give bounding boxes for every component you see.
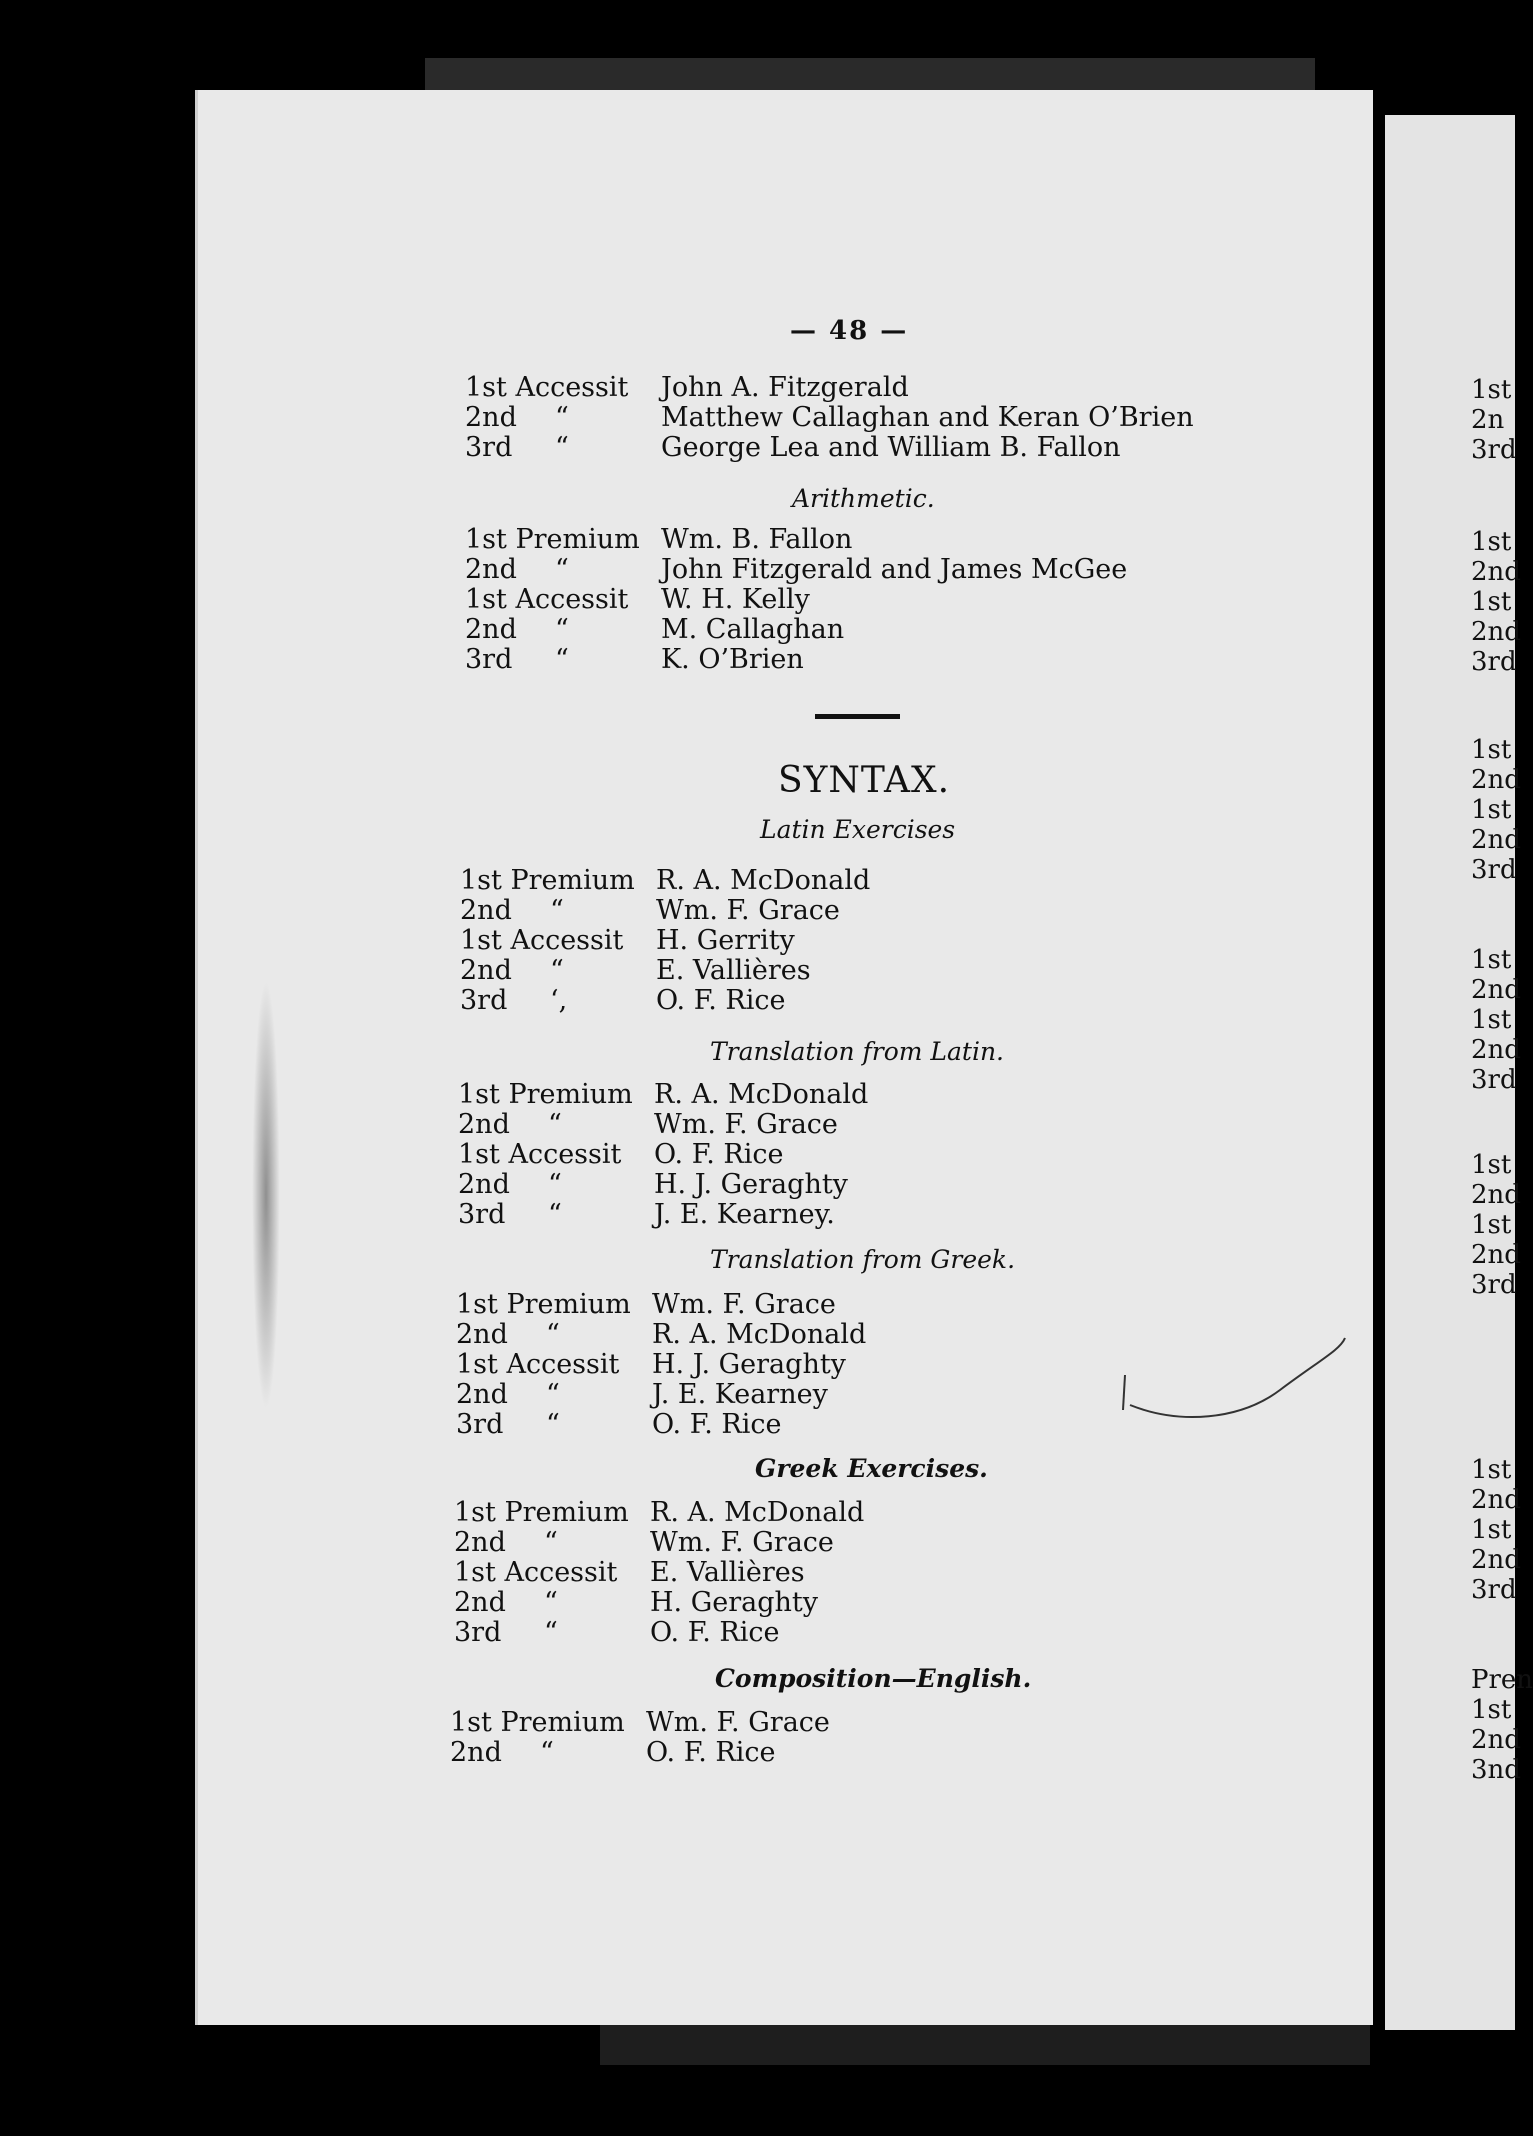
winner-name: E. Vallières (650, 1557, 805, 1588)
place-label: 2nd (454, 1587, 506, 1618)
winner-name: M. Callaghan (661, 614, 845, 645)
place-label: 3rd (460, 985, 508, 1016)
place-label: 2nd (465, 554, 517, 585)
place-label: 1st Accessit (454, 1557, 618, 1588)
ditto-mark: “ (555, 644, 569, 675)
facing-page-fragment: 3rd (1471, 1575, 1517, 1605)
facing-page-fragment: 3rd (1471, 1065, 1517, 1095)
winner-name: John A. Fitzgerald (661, 372, 909, 403)
section-heading: Composition—English. (715, 1664, 1032, 1693)
facing-page-fragment: 2nd (1471, 825, 1521, 855)
section-heading: Translation from Greek. (710, 1245, 1016, 1274)
place-label: 2nd (450, 1737, 502, 1768)
ditto-mark: “ (548, 1109, 562, 1140)
facing-page-fragment: 1st (1471, 527, 1512, 557)
facing-page-fragment: 1st (1471, 1515, 1512, 1545)
winner-name: Wm. F. Grace (646, 1707, 830, 1738)
winner-name: Wm. F. Grace (654, 1109, 838, 1140)
facing-page-fragment: 2nd (1471, 1545, 1521, 1575)
winner-name: George Lea and William B. Fallon (661, 432, 1121, 463)
ink-smudge (252, 980, 280, 1410)
winner-name: R. A. McDonald (654, 1079, 869, 1110)
page-edge-shadow (600, 2025, 1370, 2065)
facing-page-fragment: 1st (1471, 587, 1512, 617)
ditto-mark: “ (548, 1199, 562, 1230)
winner-name: H. Gerrity (656, 925, 795, 956)
winner-name: Wm. F. Grace (656, 895, 840, 926)
ditto-mark: “ (546, 1379, 560, 1410)
place-label: 2nd (460, 955, 512, 986)
place-label: 1st Accessit (465, 584, 629, 615)
ditto-mark: “ (555, 554, 569, 585)
place-label: 2nd (458, 1109, 510, 1140)
facing-page-fragment: 2nd (1471, 1485, 1521, 1515)
facing-page-fragment: 1st (1471, 1005, 1512, 1035)
ditto-mark: “ (544, 1587, 558, 1618)
winner-name: O. F. Rice (646, 1737, 776, 1768)
place-label: 2nd (460, 895, 512, 926)
ditto-mark: “ (555, 432, 569, 463)
facing-page-fragment: 3nd (1471, 1755, 1521, 1785)
section-title: SYNTAX. (778, 760, 951, 801)
ditto-mark: “ (546, 1319, 560, 1350)
place-label: 1st Premium (456, 1289, 631, 1320)
place-label: 2nd (454, 1527, 506, 1558)
winner-name: E. Vallières (656, 955, 811, 986)
winner-name: Matthew Callaghan and Keran O’Brien (661, 402, 1194, 433)
place-label: 1st Accessit (465, 372, 629, 403)
facing-page-fragment: 3rd (1471, 855, 1517, 885)
place-label: 1st Premium (465, 524, 640, 555)
ditto-mark: “ (546, 1409, 560, 1440)
facing-page-fragment: 2nd (1471, 1035, 1521, 1065)
winner-name: R. A. McDonald (652, 1319, 867, 1350)
winner-name: W. H. Kelly (661, 584, 810, 615)
winner-name: K. O’Brien (661, 644, 804, 675)
winner-name: R. A. McDonald (656, 865, 871, 896)
winner-name: Wm. B. Fallon (661, 524, 853, 555)
facing-page-fragment: 1st (1471, 1695, 1512, 1725)
winner-name: H. J. Geraghty (654, 1169, 848, 1200)
place-label: 1st Accessit (458, 1139, 622, 1170)
facing-page-fragment: 2nd (1471, 765, 1521, 795)
winner-name: Wm. F. Grace (650, 1527, 834, 1558)
place-label: 3rd (456, 1409, 504, 1440)
place-label: 2nd (458, 1169, 510, 1200)
facing-page-fragment: 2nd (1471, 975, 1521, 1005)
section-heading: Latin Exercises (760, 815, 956, 844)
facing-page-fragment: 2nd (1471, 1725, 1521, 1755)
facing-page-fragment: 1st (1471, 1150, 1512, 1180)
winner-name: H. J. Geraghty (652, 1349, 846, 1380)
page-edge-shadow (425, 58, 1315, 94)
winner-name: O. F. Rice (650, 1617, 780, 1648)
winner-name: Wm. F. Grace (652, 1289, 836, 1320)
section-divider (815, 714, 900, 719)
facing-page-fragment: 1st (1471, 945, 1512, 975)
place-label: 3rd (454, 1617, 502, 1648)
facing-page-fragment: Pren (1471, 1665, 1533, 1695)
facing-page-fragment: 2nd (1471, 1240, 1521, 1270)
section-heading: Arithmetic. (792, 484, 935, 513)
ditto-mark: “ (555, 402, 569, 433)
place-label: 2nd (456, 1379, 508, 1410)
place-label: 1st Premium (454, 1497, 629, 1528)
winner-name: J. E. Kearney (652, 1379, 828, 1410)
place-label: 2nd (456, 1319, 508, 1350)
section-heading: Greek Exercises. (755, 1454, 988, 1483)
facing-page-fragment: 2nd (1471, 1180, 1521, 1210)
winner-name: J. E. Kearney. (654, 1199, 835, 1230)
ditto-mark: “ (544, 1617, 558, 1648)
section-heading: Translation from Latin. (710, 1037, 1005, 1066)
facing-page-fragment: 2n (1471, 405, 1505, 435)
place-label: 2nd (465, 402, 517, 433)
pencil-stroke-mark (1120, 1330, 1360, 1440)
place-label: 1st Premium (458, 1079, 633, 1110)
winner-name: R. A. McDonald (650, 1497, 865, 1528)
place-label: 1st Accessit (460, 925, 624, 956)
place-label: 3rd (465, 644, 513, 675)
place-label: 1st Premium (460, 865, 635, 896)
ditto-mark: “ (548, 1169, 562, 1200)
place-label: 1st Accessit (456, 1349, 620, 1380)
facing-page-fragment: 1st (1471, 375, 1512, 405)
place-label: 1st Premium (450, 1707, 625, 1738)
ditto-mark: ‘, (550, 985, 568, 1016)
ditto-mark: “ (555, 614, 569, 645)
facing-page-fragment: 1st (1471, 1455, 1512, 1485)
ditto-mark: “ (544, 1527, 558, 1558)
winner-name: O. F. Rice (654, 1139, 784, 1170)
ditto-mark: “ (540, 1737, 554, 1768)
place-label: 3rd (458, 1199, 506, 1230)
facing-page-fragment: 3rd (1471, 435, 1517, 465)
page-number: — 48 — (790, 316, 909, 346)
winner-name: O. F. Rice (656, 985, 786, 1016)
facing-page-fragment: 2nd (1471, 617, 1521, 647)
facing-page-fragment: 2nd (1471, 557, 1521, 587)
ditto-mark: “ (550, 895, 564, 926)
place-label: 3rd (465, 432, 513, 463)
winner-name: O. F. Rice (652, 1409, 782, 1440)
facing-page-fragment: 3rd (1471, 1270, 1517, 1300)
facing-page-fragment: 1st (1471, 795, 1512, 825)
winner-name: John Fitzgerald and James McGee (661, 554, 1128, 585)
facing-page-fragment: 1st (1471, 1210, 1512, 1240)
facing-page-fragment: 3rd (1471, 647, 1517, 677)
ditto-mark: “ (550, 955, 564, 986)
place-label: 2nd (465, 614, 517, 645)
winner-name: H. Geraghty (650, 1587, 819, 1618)
facing-page-fragment: 1st (1471, 735, 1512, 765)
